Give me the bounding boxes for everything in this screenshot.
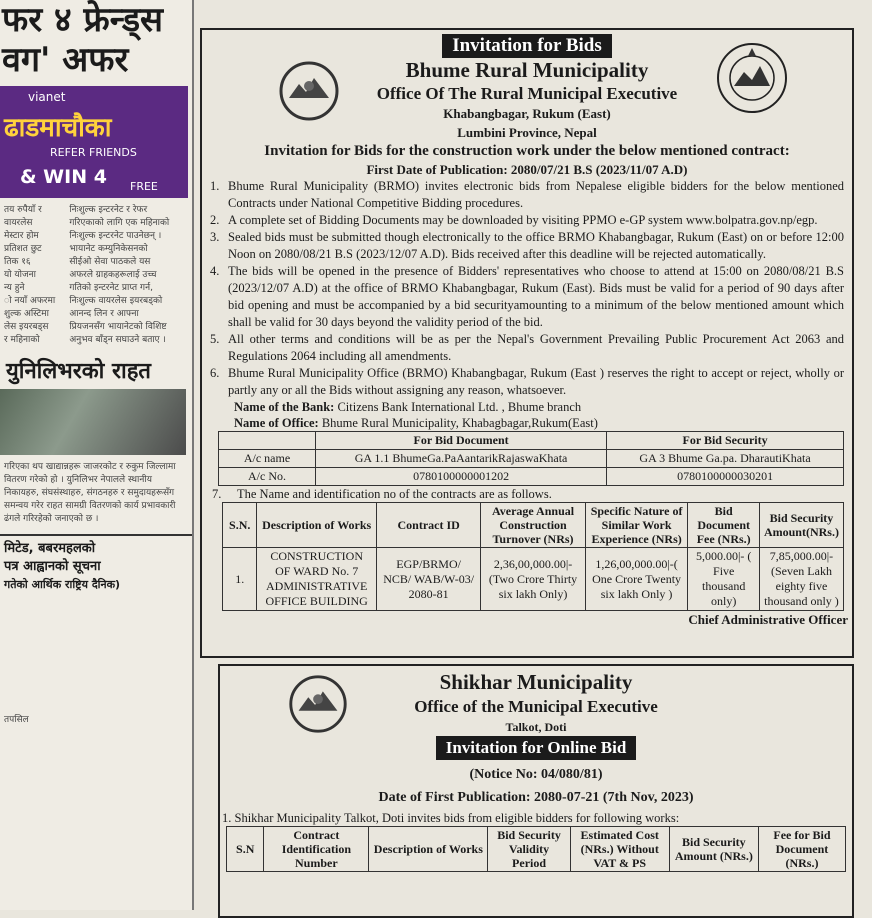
contract-header-7: Bid Security Amount(NRs.) [759, 503, 843, 548]
news-line-b-10: प्रियजनसँग भायानेटको विशिष्ट [69, 322, 167, 332]
headline-3: युनिलिभरको राहत [6, 359, 151, 384]
news-line-a-4: प्रतिशत छुट [4, 244, 42, 254]
news-line-b-2: गरिएकाको लागि एक महिनाको [69, 218, 170, 228]
news-line-a-5: तिक १६ [4, 257, 31, 267]
ad2-header-7: Fee for Bid Document (NRs.) [758, 827, 845, 872]
ad1-address-1: Khabangbagar, Rukum (East) [443, 106, 611, 121]
contract-header-1: S.N. [223, 503, 257, 548]
ad1-items [204, 178, 844, 399]
nepal-emblem-icon-2 [284, 670, 352, 738]
news-paragraph: गरिएका थप खाद्यान्नहरू जाजरकोट र रुकुम जिल्लामा वितरण गरेको हो । युनिलिभर नेपालले स्थानीय निकायहरु, संघसंस्थाहरु, संगठनहरु र समुदायहरूसँग समन्वय गरेर राहत सामग्री वितरणको कार्य प्रभावकारी ढंगले गरिरहेको जनाएको छ । [4, 462, 176, 524]
news-line-b-8: निःशुल्क वायरलेस इयरबड्को [69, 296, 163, 306]
news-line-b-9: आनन्द लिन र आफ्ना [69, 309, 139, 319]
contract-cell-5: 1,26,00,000.00|-( One Crore Twenty six lakh Only ) [585, 548, 688, 611]
bank-name-line: Name of the Bank: Citizens Bank International Ltd. , Bhume branch [234, 400, 582, 414]
ad2-publication-date: Date of First Publication: 2080-07-21 (7th Nov, 2023) [378, 790, 694, 805]
news-line-b-3: निःशुल्क इन्टरनेट पाउनेछन् । [69, 231, 162, 241]
ad1-item-5: 5. All other terms and conditions will be as per the Nepal's Government Prevailing Public Procurement Act 2063 and Regulations 2064 including all amendments. [210, 332, 844, 363]
ad2-header-2: Contract Identification Number [264, 827, 369, 872]
headline-2: वग' अफर [2, 40, 129, 80]
ad1-item-2: 2. A complete set of Bidding Documents may be downloaded by visiting PPMO e-GP system www.bolpatra.gov.np/egp. [210, 213, 818, 227]
notice-box-small: तपसिल [4, 715, 29, 725]
ad2-municipality-name: Shikhar Municipality [439, 670, 633, 694]
ad2-header-5: Estimated Cost (NRs.) Without VAT & PS [570, 827, 669, 872]
news-line-a-11: र महिनाको [4, 335, 40, 345]
news-column-b [65, 204, 192, 347]
bank-row2-label: A/c No. [219, 468, 316, 486]
contract-cell-2: CONSTRUCTION OF WARD No. 7 ADMINISTRATIVE OFFICE BUILDING [257, 548, 377, 611]
ad2-office: Office of the Municipal Executive [414, 697, 658, 716]
ad2-address: Talkot, Doti [505, 720, 567, 734]
contract-cell-7: 7,85,000.00|- (Seven Lakh eighty five thousand only ) [759, 548, 843, 611]
bank-account-table [218, 431, 844, 486]
news-line-a-2: वायरलेस [4, 218, 33, 228]
news-line-a-1: तय रुपैयाँ र [4, 205, 42, 215]
news-line-a-8: ो नयाँ अफरमा [4, 296, 56, 306]
ad2-header-4: Bid Security Validity Period [488, 827, 570, 872]
ad1-badge: Invitation for Bids [442, 34, 612, 58]
notice-box-head: मिटेड, बबरमहलको पत्र आह्वानको सूचना गतेको आर्थिक राष्ट्रिय दैनिक) [0, 534, 192, 594]
contract-cell-4: 2,36,00,000.00|- (Two Crore Thirty six lakh Only) [481, 548, 585, 611]
office-name-line: Name of Office: Bhume Rural Municipality, Khabagbagar,Rukum(East) [234, 416, 598, 430]
contract-cell-6: 5,000.00|- ( Five thousand only) [688, 548, 760, 611]
shikhar-bid-notice [218, 664, 854, 918]
ad1-item-4: 4. The bids will be opened in the presence of Bidders' representatives who choose to attend at 15:00 on 2080/08/21 B.S (2023/12/07 A.D) at the office of BRMO Khabangbagar, Rukum (East). Bids must be valid for a period of 90 days after bid opening and must be accompanied by a bid securityamounting to a minimum of the below mentioned amount which shall be valid for 30 days beyond the validity period of the bid. [210, 264, 844, 329]
news-line-a-10: लेस इयरबड्स [4, 322, 49, 332]
news-line-a-6: यो योजना [4, 270, 36, 280]
ad-refer: REFER FRIENDS [50, 146, 137, 159]
news-line-a-9: शुल्क अस्टिमा [4, 309, 49, 319]
ad1-address-2: Lumbini Province, Nepal [457, 125, 597, 140]
news-column-a [0, 204, 65, 347]
signature: Chief Administrative Officer [688, 612, 848, 627]
ad2-badge: Invitation for Online Bid [436, 736, 637, 760]
contract-header-6: Bid Document Fee (NRs.) [688, 503, 760, 548]
ad-brand: vianet [28, 90, 66, 104]
bank-row1-doc: GA 1.1 BhumeGa.PaAantarikRajaswaKhata [316, 450, 607, 468]
bank-head-sec: For Bid Security [607, 432, 844, 450]
bank-row1-label: A/c name [219, 450, 316, 468]
left-news-column [0, 0, 194, 910]
ad1-publication-date: First Date of Publication: 2080/07/21 B.S (2023/11/07 A.D) [366, 162, 688, 177]
ad2-header-3: Description of Works [369, 827, 488, 872]
contract-header-5: Specific Nature of Similar Work Experience (NRs) [585, 503, 688, 548]
contract-cell-3: EGP/BRMO/ NCB/ WAB/W-03/ 2080-81 [376, 548, 480, 611]
ad1-item-6: 6. Bhume Rural Municipality Office (BRMO) Khabangbagar, Rukum (East ) reserves the right to accept or reject, wholly or partly any or all the Bids without assigning any reason, whatsoever. [210, 366, 844, 397]
news-line-b-6: अफरले ग्राहकहरूलाई उच्च [69, 270, 157, 280]
ad2-item-1: 1. Shikhar Municipality Talkot, Doti invites bids from eligible bidders for following works: [222, 811, 680, 825]
contract-header-3: Contract ID [376, 503, 480, 548]
ad2-notice-no: (Notice No: 04/080/81) [469, 767, 603, 782]
ad1-item-7: 7. The Name and identification no of the contracts are as follows. [212, 487, 552, 501]
contract-table [222, 502, 844, 611]
ad1-item-1: 1. Bhume Rural Municipality (BRMO) invites electronic bids from Nepalese eligible bidders for the below mentioned Contracts under National Competitive Bidding procedures. [210, 179, 844, 210]
municipality-seal-icon [712, 38, 792, 118]
ad2-table-header [227, 827, 846, 872]
ad1-heading: Invitation for Bids for the construction work under the below mentioned contract: [264, 143, 790, 159]
news-line-b-5: सीईओ सेवा पाठकले यस [69, 257, 151, 267]
vianet-ad [0, 86, 188, 198]
bhume-bid-notice [200, 28, 854, 658]
news-line-b-4: भायानेट कम्युनिकेसनको [69, 244, 148, 254]
ad-win: & WIN 4 [20, 166, 107, 188]
news-line-b-11: अनुभव बाँड्न सघाउने बताए । [69, 335, 166, 345]
ad1-municipality-name: Bhume Rural Municipality [405, 58, 649, 82]
bank-row1-sec: GA 3 Bhume Ga.pa. DharautiKhata [607, 450, 844, 468]
news-line-a-3: मेस्टार होम [4, 231, 39, 241]
news-photo [0, 389, 186, 455]
ad1-item-3: 3. Sealed bids must be submitted though electronically to the office BRMO Khabangbagar, Rukum (East) on or before 12:00 Noon on 2080/08/21 B.S (2023/12/07 A.D). Bids received after this deadline will be rejected automatically. [210, 230, 844, 261]
news-line-b-1: निःशुल्क इन्टरनेट र रेफर [69, 205, 148, 215]
headline-1: फर ४ फ्रेन्ड्स [2, 0, 164, 40]
contract-header-4: Average Annual Construction Turnover (NRs) [481, 503, 585, 548]
news-columns [0, 204, 192, 347]
contract-table-row [223, 548, 844, 611]
ad-title: ढाडमाचौका [4, 113, 112, 143]
news-line-a-7: न्य हुने [4, 283, 25, 293]
ad1-office: Office Of The Rural Municipal Executive [376, 84, 678, 103]
bank-row2-sec: 0780100000030201 [607, 468, 844, 486]
contract-cell-1: 1. [223, 548, 257, 611]
contract-header-2: Description of Works [257, 503, 377, 548]
nepal-emblem-icon [274, 56, 344, 126]
ad2-header-1: S.N [227, 827, 264, 872]
contract-table-header [223, 503, 844, 548]
ad-free: FREE [130, 180, 158, 193]
bank-head-doc: For Bid Document [316, 432, 607, 450]
ad2-table [226, 826, 846, 872]
news-line-b-7: गतिको इन्टरनेट प्राप्त गर्न, [69, 283, 153, 293]
ad2-header-6: Bid Security Amount (NRs.) [669, 827, 758, 872]
bank-row2-doc: 0780100000001202 [316, 468, 607, 486]
